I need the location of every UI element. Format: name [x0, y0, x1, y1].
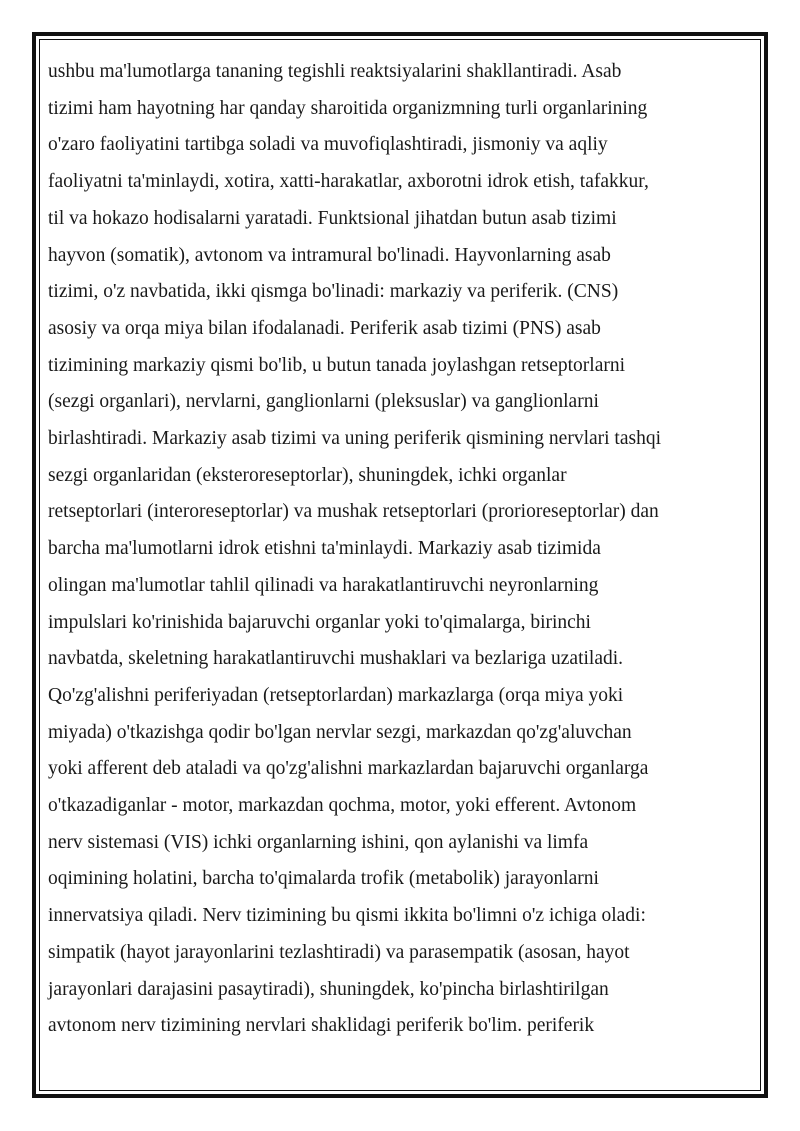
text-line: faoliyatni ta'minlaydi, xotira, xatti-harakatlar, axborotni idrok etish, tafakkur,: [48, 171, 649, 193]
text-line: hayvon (somatik), avtonom va intramural bo'linadi. Hayvonlarning asab: [48, 244, 611, 266]
text-line: barcha ma'lumotlarni idrok etishni ta'minlaydi. Markaziy asab tizimida: [48, 538, 601, 560]
text-line: sezgi organlaridan (eksteroreseptorlar), shuningdek, ichki organlar: [48, 464, 567, 486]
text-line: til va hokazo hodisalarni yaratadi. Funktsional jihatdan butun asab tizimi: [48, 207, 617, 229]
text-line: simpatik (hayot jarayonlarini tezlashtiradi) va parasempatik (asosan, hayot: [48, 941, 630, 963]
text-line: ushbu ma'lumotlarga tananing tegishli reaktsiyalarini shakllantiradi. Asab: [48, 61, 622, 82]
text-line: yoki afferent deb ataladi va qo'zg'alishni markazlardan bajaruvchi organlarga: [48, 758, 649, 780]
text-line: oqimining holatini, barcha to'qimalarda trofik (metabolik) jarayonlarni: [48, 868, 599, 890]
text-line: miyada) o'tkazishga qodir bo'lgan nervlar sezgi, markazdan qo'zg'aluvchan: [48, 721, 632, 743]
body-text: [48, 54, 760, 1045]
text-line: birlashtiradi. Markaziy asab tizimi va uning periferik qismining nervlari tashqi: [48, 428, 662, 450]
text-line: o'tkazadiganlar - motor, markazdan qochma, motor, yoki efferent. Avtonom: [48, 795, 637, 817]
text-line: navbatda, skeletning harakatlantiruvchi mushaklari va bezlariga uzatiladi.: [48, 648, 624, 670]
text-line: o'zaro faoliyatini tartibga soladi va muvofiqlashtiradi, jismoniy va aqliy: [48, 134, 608, 156]
text-line: avtonom nerv tizimining nervlari shaklidagi periferik bo'lim. periferik: [48, 1015, 595, 1037]
text-line: Qo'zg'alishni periferiyadan (retseptorlardan) markazlarga (orqa miya yoki: [48, 684, 624, 706]
text-line: retseptorlari (interoreseptorlar) va mushak retseptorlari (prorioreseptorlar) dan: [48, 501, 659, 523]
text-line: innervatsiya qiladi. Nerv tizimining bu qismi ikkita bo'limni o'z ichiga oladi:: [48, 905, 646, 927]
text-line: asosiy va orqa miya bilan ifodalanadi. Periferik asab tizimi (PNS) asab: [48, 317, 601, 339]
text-line: olingan ma'lumotlar tahlil qilinadi va harakatlantiruvchi neyronlarning: [48, 574, 599, 596]
text-line: tizimi, o'z navbatida, ikki qismga bo'linadi: markaziy va periferik. (CNS): [48, 281, 619, 303]
text-line: jarayonlari darajasini pasaytiradi), shuningdek, ko'pincha birlashtirilgan: [48, 978, 609, 1000]
text-line: tizimining markaziy qismi bo'lib, u butun tanada joylashgan retseptorlarni: [48, 354, 626, 376]
text-line: nerv sistemasi (VIS) ichki organlarning ishini, qon aylanishi va limfa: [48, 831, 589, 853]
text-line: (sezgi organlari), nervlarni, ganglionlarni (pleksuslar) va ganglionlarni: [48, 391, 599, 413]
text-line: impulslari ko'rinishida bajaruvchi organlar yoki to'qimalarga, birinchi: [48, 611, 591, 633]
text-line: tizimi ham hayotning har qanday sharoitida organizmning turli organlarining: [48, 97, 648, 119]
